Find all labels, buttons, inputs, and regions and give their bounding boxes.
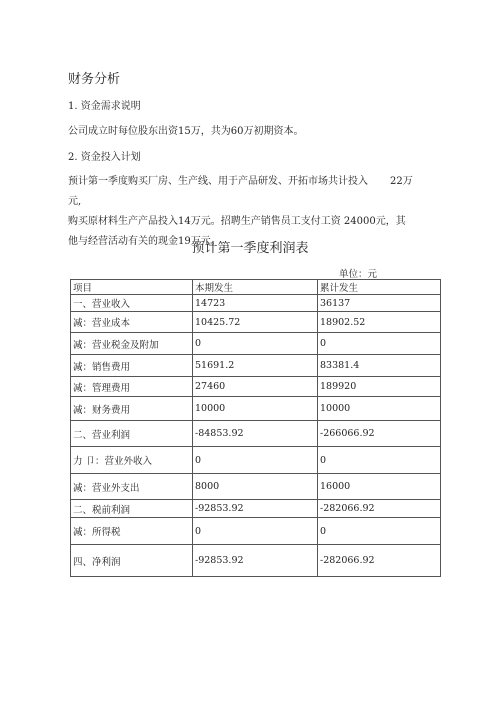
paragraph-line: 预计第一季度购买厂房、生产线、用于产品研发、开拓市场共计投入 bbox=[68, 176, 368, 187]
table-row bbox=[71, 421, 441, 447]
row-current: 27460 bbox=[193, 377, 318, 397]
row-cumulative: 10000 bbox=[318, 397, 441, 421]
row-item: 减：营业成本 bbox=[71, 312, 193, 333]
paragraph-line: 他与经营活动有关的现金19万元。 bbox=[68, 236, 221, 247]
row-current: -92853.92 bbox=[193, 545, 318, 577]
row-current: 0 bbox=[193, 518, 318, 545]
row-current: 0 bbox=[193, 333, 318, 355]
row-current: 10425.72 bbox=[193, 312, 318, 333]
column-header: 本期发生 bbox=[193, 280, 318, 295]
row-item: 力 卩：营业外收入 bbox=[71, 447, 193, 474]
unit-label: 单位：元 bbox=[339, 269, 378, 280]
row-current: -84853.92 bbox=[193, 421, 318, 447]
row-item: 减：营业税金及附加 bbox=[71, 333, 193, 355]
table-row bbox=[71, 312, 441, 333]
row-cumulative: -266066.92 bbox=[318, 421, 441, 447]
table-row bbox=[71, 377, 441, 397]
paragraph-line: 购买原材料生产产品投入14万元。招聘生产销售员工支付工资 24000元，其 bbox=[68, 216, 406, 227]
page-heading: 财务分析 bbox=[68, 72, 121, 87]
row-item: 一、营业收入 bbox=[71, 295, 193, 312]
table-row bbox=[71, 355, 441, 377]
row-item: 四、净利润 bbox=[71, 545, 193, 577]
row-cumulative: 0 bbox=[318, 333, 441, 355]
profit-table bbox=[70, 279, 441, 577]
row-cumulative: 0 bbox=[318, 447, 441, 474]
row-item: 减：销售费用 bbox=[71, 355, 193, 377]
row-current: 10000 bbox=[193, 397, 318, 421]
row-item: 减：所得税 bbox=[71, 518, 193, 545]
row-cumulative: 0 bbox=[318, 518, 441, 545]
row-current: 8000 bbox=[193, 474, 318, 500]
table-row bbox=[71, 333, 441, 355]
paragraph-amount: 22万元, bbox=[68, 176, 413, 207]
row-cumulative: -282066.92 bbox=[318, 500, 441, 518]
row-cumulative: 16000 bbox=[318, 474, 441, 500]
row-item: 二、营业利润 bbox=[71, 421, 193, 447]
section-2-title: 2. 资金投入计划 bbox=[68, 152, 141, 163]
table-row bbox=[71, 518, 441, 545]
row-current: 51691.2 bbox=[193, 355, 318, 377]
table-row bbox=[71, 397, 441, 421]
table-row bbox=[71, 500, 441, 518]
row-cumulative: 189920 bbox=[318, 377, 441, 397]
row-item: 减：管理费用 bbox=[71, 377, 193, 397]
row-cumulative: 36137 bbox=[318, 295, 441, 312]
column-header: 累计发生 bbox=[318, 280, 441, 295]
section-1-paragraph: 公司成立时每位股东出资15万，共为60万初期资本。 bbox=[68, 126, 304, 137]
row-cumulative: 83381.4 bbox=[318, 355, 441, 377]
row-cumulative: -282066.92 bbox=[318, 545, 441, 577]
row-item: 减：营业外支出 bbox=[71, 474, 193, 500]
table-row bbox=[71, 295, 441, 312]
section-1-title: 1. 资金需求说明 bbox=[68, 101, 141, 112]
table-title: 预计第一季度利润表 bbox=[191, 241, 309, 256]
row-item: 减：财务费用 bbox=[71, 397, 193, 421]
column-header: 项目 bbox=[71, 280, 193, 295]
row-current: -92853.92 bbox=[193, 500, 318, 518]
table-header-row bbox=[71, 280, 441, 295]
table-row bbox=[71, 474, 441, 500]
table-row bbox=[71, 447, 441, 474]
row-cumulative: 18902.52 bbox=[318, 312, 441, 333]
row-current: 14723 bbox=[193, 295, 318, 312]
table-row bbox=[71, 545, 441, 577]
row-item: 二、税前利润 bbox=[71, 500, 193, 518]
row-current: 0 bbox=[193, 447, 318, 474]
